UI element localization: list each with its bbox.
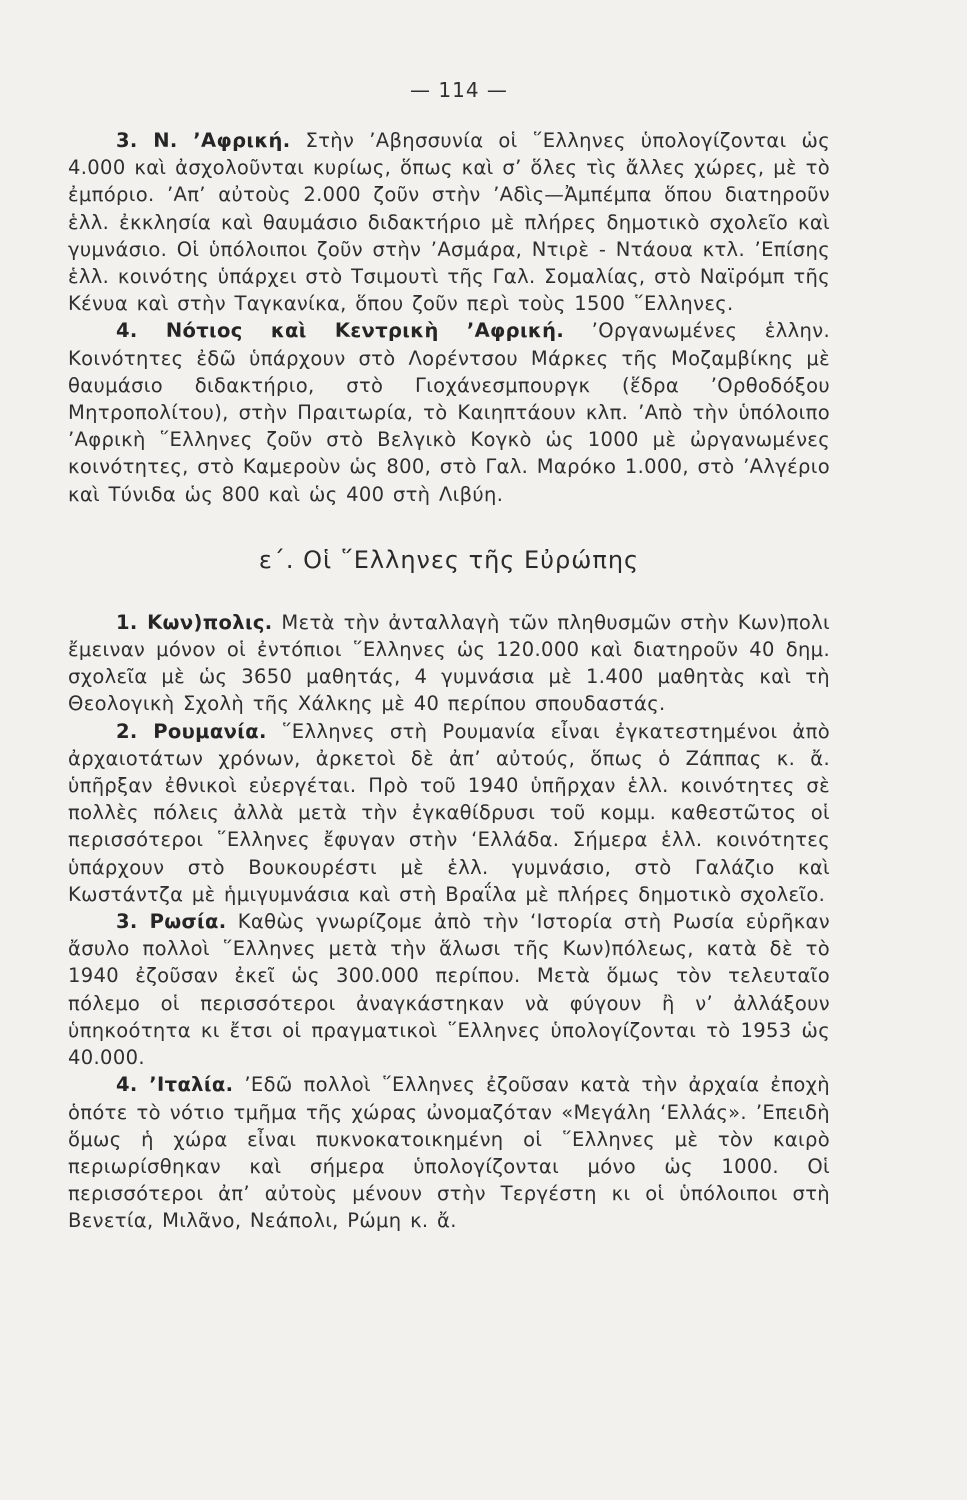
heading-constantinople: 1. Κων)πολις.	[116, 610, 273, 634]
text-north-africa: Στὴν ’Αβησσυνία οἱ ῞Ελληνες ὑπολογίζονται ὡς 4.000 καὶ ἀσχολοῦνται κυρίως, ὅπως καὶ σ’ ὅλες τὶς ἄλλες χώρες, μὲ τὸ ἐμπόριο. ’Απ’ αὐτοὺς 2.000 ζοῦν στὴν ’Αδὶς—Ἀμπέμπα ὅπου διατηροῦν ἑλλ. ἐκκλησία καὶ θαυμάσιο διδακτήριο μὲ πλήρες δημοτικὸ σχολεῖο καὶ γυμνάσιο. Οἱ ὑπόλοιποι ζοῦν στὴν ’Ασμάρα, Ντιρὲ - Ντάουα κτλ. ’Επίσης ἑλλ. κοινότης ὑπάρχει στὸ Τσιμουτὶ τῆς Γαλ. Σομαλίας, στὸ Ναϊρόμπ τῆς Κένυα καὶ στὴν Ταγκανίκα, ὅπου ζοῦν περὶ τοὺς 1500 ῞Ελληνες.	[68, 129, 830, 316]
section-title-europe: ε΄. Οἱ ῞Ελληνες τῆς Εὐρώπης	[258, 545, 640, 574]
text-romania: ῞Ελληνες στὴ Ρουμανία εἶναι ἐγκατεστημένοι ἀπὸ ἀρχαιοτάτων χρόνων, ἀρκετοὶ δὲ ἀπ’ αὐτούς, ὅπως ὁ Ζάππας κ. ἄ. ὑπῆρξαν ἐθνικοὶ εὐεργέται. Πρὸ τοῦ 1940 ὑπῆρχαν ἑλλ. κοινότητες σὲ πολλὲς πόλεις ἀλλὰ μετὰ τὴν ἐγκαθίδρυσι τοῦ κομμ. καθεστῶτος οἱ περισσότεροι ῞Ελληνες ἔφυγαν στὴν ‘Ελλάδα. Σήμερα ἑλλ. κοινότητες ὑπάρχουν στὸ Βουκουρέστι μὲ ἑλλ. γυμνάσιο, στὸ Γαλάζιο καὶ Κωστάντζα μὲ ἡμιγυμνάσια καὶ στὴ Βραΐλα μὲ πλήρες δημοτικὸ σχολεῖο.	[68, 719, 830, 906]
paragraph-russia	[68, 908, 830, 1071]
book-page	[68, 78, 830, 1235]
text-italy: ’Εδῶ πολλοὶ ῞Ελληνες ἐζοῦσαν κατὰ τὴν ἀρχαία ἐποχὴ ὁπότε τὸ νότιο τμῆμα τῆς χώρας ὠνομαζόταν «Μεγάλη ‘Ελλάς». ’Επειδὴ ὅμως ἡ χώρα εἶναι πυκνοκατοικημένη οἱ ῞Ελληνες μὲ τὸν καιρὸ περιωρίσθηκαν καὶ σήμερα ὑπολογίζονται μόνο ὡς 1000. Οἱ περισσότεροι ἀπ’ αὐτοὺς μένουν στὴν Τεργέστη κι οἱ ὑπόλοιποι στὴ Βενετία, Μιλᾶνο, Νεάπολι, Ρώμη κ. ἄ.	[68, 1073, 830, 1233]
text-russia: Καθὼς γνωρίζομε ἀπὸ τὴν ‘Ιστορία στὴ Ρωσία εὑρῆκαν ἄσυλο πολλοὶ ῞Ελληνες μετὰ τὴν ἅλωσι τῆς Κων)πόλεως, κατὰ δὲ τὸ 1940 ἐζοῦσαν ἐκεῖ ὡς 300.000 περίπου. Μετὰ ὅμως τὸν τελευταῖο πόλεμο οἱ περισσότεροι ἀναγκάστηκαν νὰ φύγουν ἢ ν’ ἀλλάξουν ὑπηκοότητα κι ἔτσι οἱ πραγματικοὶ ῞Ελληνες ὑπολογίζονται τὸ 1953 ὡς 40.000.	[68, 910, 830, 1070]
text-south-central-africa: ’Οργανωμένες ἑλλην. Κοινότητες ἐδῶ ὑπάρχουν στὸ Λορέντσου Μάρκες τῆς Μοζαμβίκης μὲ θαυμάσιο διδακτήριο, στὸ Γιοχάνεσμπουργκ (ἕδρα ’Ορθοδόξου Μητροπολίτου), στὴν Πραιτωρία, τὸ Καιηπτάουν κλπ. ’Απὸ τὴν ὑπόλοιπο ’Αφρικὴ ῞Ελληνες ζοῦν στὸ Βελγικὸ Κογκὸ ὡς 1000 μὲ ὠργανωμένες κοινότητες, στὸ Καμεροὺν ὡς 800, στὸ Γαλ. Μαρόκο 1.000, στὸ ’Αλγέριο καὶ Τύνιδα ὡς 800 καὶ ὡς 400 στὴ Λιβύη.	[68, 319, 830, 506]
heading-italy: 4. ’Ιταλία.	[116, 1073, 234, 1097]
paragraph-south-central-africa	[68, 317, 830, 507]
heading-north-africa: 3. Ν. ’Αφρική.	[116, 129, 291, 152]
page-number: — 114 —	[410, 78, 508, 102]
heading-south-central-africa: 4. Νότιος καὶ Κεντρικὴ ’Αφρική.	[116, 319, 565, 343]
text-constantinople: Μετὰ τὴν ἀνταλλαγὴ τῶν πληθυσμῶν στὴν Κων)πολι ἔμειναν μόνον οἱ ἐντόπιοι ῞Ελληνες ὡς 120.000 καὶ διατηροῦν 40 δημ. σχολεῖα μὲ ὡς 3650 μαθητάς, 4 γυμνάσια μὲ 1.400 μαθητὰς καὶ τὴ Θεολογικὴ Σχολὴ τῆς Χάλκης μὲ 40 περίπου σπουδαστάς.	[68, 610, 831, 716]
paragraph-north-africa	[68, 127, 830, 317]
heading-romania: 2. Ρουμανία.	[116, 719, 267, 743]
heading-russia: 3. Ρωσία.	[116, 910, 227, 934]
paragraph-italy	[68, 1071, 830, 1234]
paragraph-constantinople	[68, 609, 830, 718]
paragraph-romania	[68, 718, 830, 908]
